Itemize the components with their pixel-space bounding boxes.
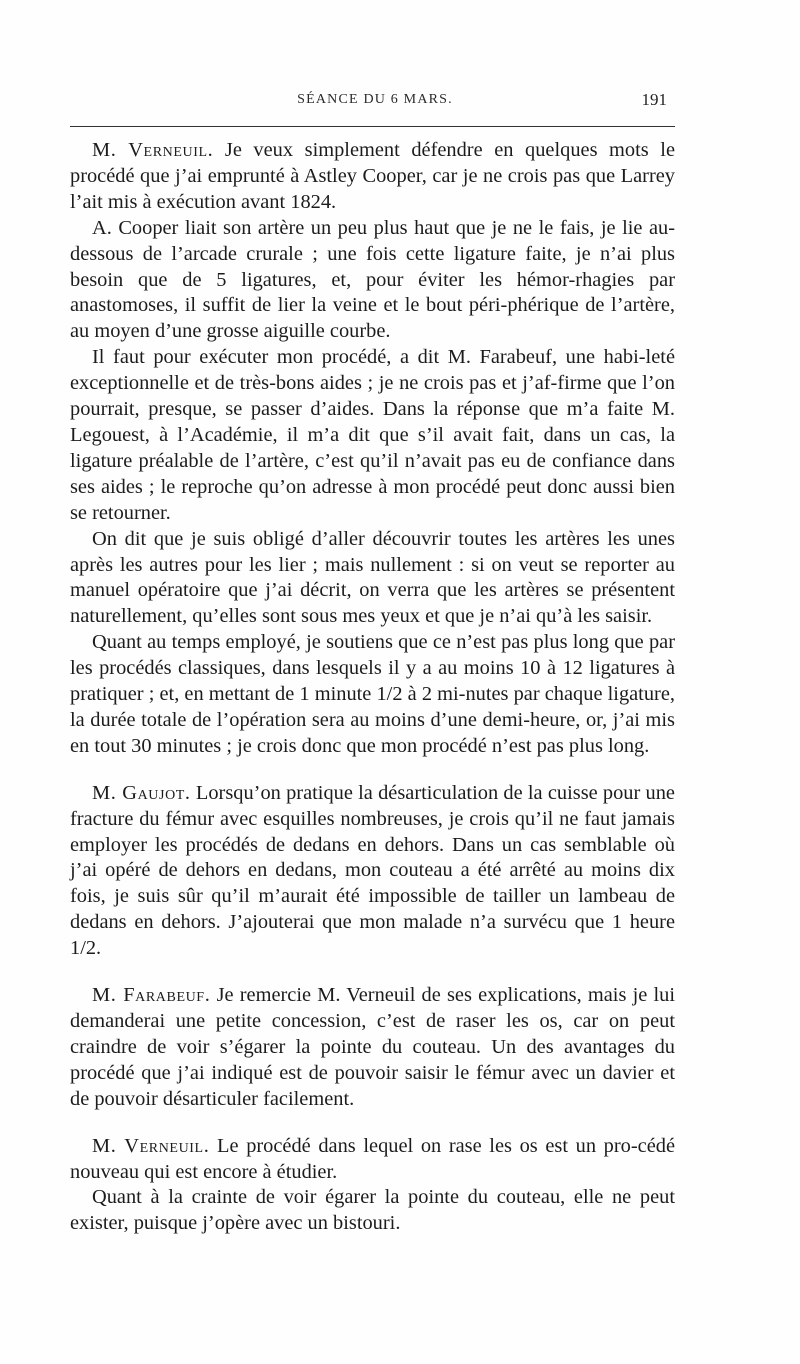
paragraph-cooper bbox=[70, 216, 675, 346]
speaker-name: M. Verneuil. bbox=[92, 1134, 210, 1157]
speaker-name: M. Verneuil. bbox=[92, 139, 214, 161]
paragraph-verneuil-1 bbox=[70, 138, 675, 216]
paragraph-arteres bbox=[70, 527, 675, 631]
paragraph-text: Le procédé dans lequel on rase les os est un pro-cédé nouveau qui est encore à étudier. bbox=[70, 1134, 675, 1183]
paragraph-text: Il faut pour exécuter mon procédé, a dit M. Farabeuf, une habi-leté exceptionnelle et de très-bons aides ; je ne crois pas et j’af-firme que l’on pourrait, presque, se passer d’aides. Dans la réponse que m’a faite M. Legouest, à l’Académie, il m’a dit que s’il avait fait, dans un cas, la ligature préalable de l’artère, c’est qu’il n’avait pas eu de confiance dans ses aides ; le reproche qu’on adresse à mon procédé peut donc aussi bien se retourner. bbox=[70, 346, 675, 524]
running-title: SÉANCE DU 6 MARS. bbox=[297, 92, 453, 107]
paragraph-temps bbox=[70, 630, 675, 760]
paragraph-habilete bbox=[70, 345, 675, 526]
page-number: 191 bbox=[641, 90, 667, 109]
paragraph-text: Je veux simplement défendre en quelques mots le procédé que j’ai emprunté à Astley Cooper, car je ne crois pas que Larrey l’ait mis à exécution avant 1824. bbox=[70, 139, 675, 213]
paragraph-text: A. Cooper liait son artère un peu plus haut que je ne le fais, je lie au-dessous de l’arcade crurale ; une fois cette ligature faite, je n’ai plus besoin que de 5 ligatures, et, pour éviter les hémor-rhagies par anastomoses, il suffit de lier la veine et le bout péri-phérique de l’artère, au moyen d’une grosse aiguille courbe. bbox=[70, 216, 675, 343]
paragraph-text: On dit que je suis obligé d’aller découvrir toutes les artères les unes après les autres pour les lier ; mais nullement : si on veut se reporter au manuel opératoire que j’ai décrit, on verra que les artères se présentent naturellement, qu’elles sont sous mes yeux et que je n’ai qu’à les saisir. bbox=[70, 527, 675, 628]
paragraph-bistouri bbox=[70, 1185, 675, 1237]
speaker-name: M. Gaujot. bbox=[92, 781, 191, 804]
paragraph-gaujot bbox=[70, 781, 675, 962]
paragraph-text: Quant à la crainte de voir égarer la pointe du couteau, elle ne peut exister, puisque j’opère avec un bistouri. bbox=[70, 1186, 675, 1235]
running-head bbox=[75, 92, 675, 116]
speaker-name: M. Farabeuf. bbox=[92, 984, 211, 1007]
paragraph-text: Je remercie M. Verneuil de ses explications, mais je lui demanderai une petite concession, c’est de raser les os, car on peut craindre de voir s’égarer la pointe du couteau. Un des avantages du procédé que j’ai indiqué est de pouvoir saisir le fémur avec un davier et de pouvoir désarticuler facilement. bbox=[70, 984, 676, 1110]
paragraph-text: Quant au temps employé, je soutiens que ce n’est pas plus long que par les procédés classiques, dans lesquels il y a au moins 10 à 12 ligatures à pratiquer ; et, en mettant de 1 minute 1/2 à 2 mi-nutes par chaque ligature, la durée totale de l’opération sera au moins d’une demi-heure, or, j’ai mis en tout 30 minutes ; je crois donc que mon procédé n’est pas plus long. bbox=[70, 631, 675, 757]
header-rule bbox=[70, 126, 675, 127]
body-text bbox=[70, 138, 675, 1237]
paragraph-verneuil-2 bbox=[70, 1134, 675, 1186]
paragraph-text: Lorsqu’on pratique la désarticulation de la cuisse pour une fracture du fémur avec esquilles nombreuses, je crois qu’il ne faut jamais employer les procédés de dedans en dehors. Dans un cas semblable où j’ai opéré de dehors en dedans, mon couteau a été arrêté au moins dix fois, je suis sûr qu’il m’aurait été impossible de tailler un lambeau de dedans en dehors. J’ajouterai que mon malade n’a survécu que 1 heure 1/2. bbox=[70, 781, 675, 960]
paragraph-farabeuf bbox=[70, 983, 675, 1113]
